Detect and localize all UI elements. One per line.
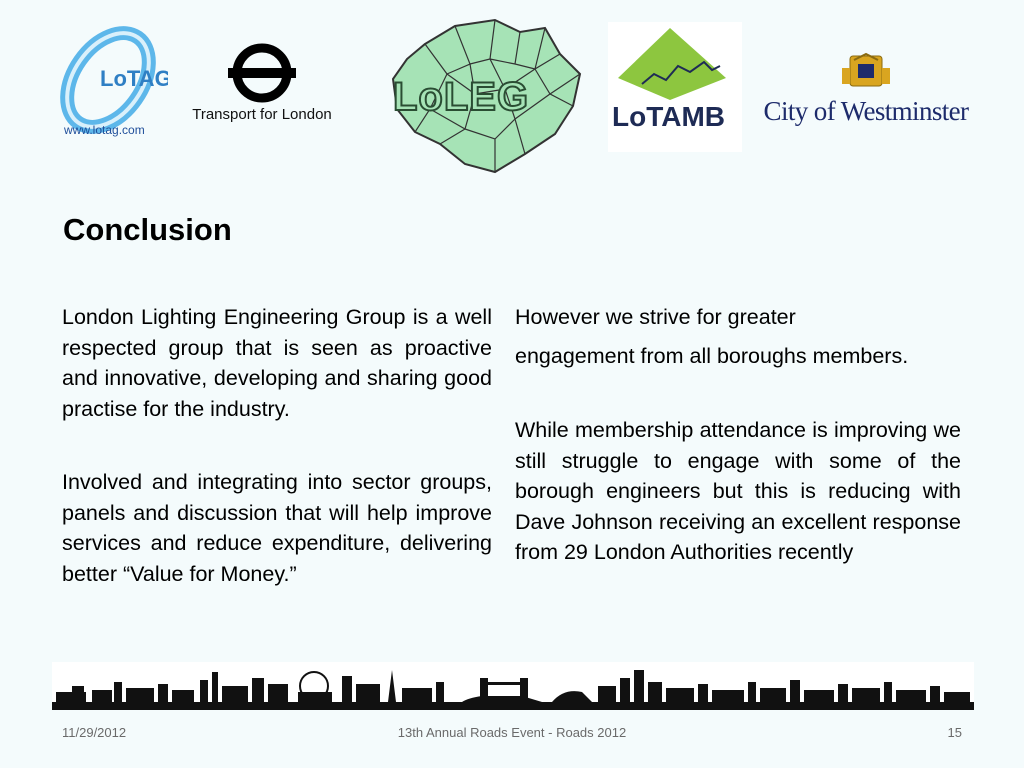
left-column <box>62 302 492 589</box>
svg-text:www.lotag.com: www.lotag.com <box>64 123 145 137</box>
svg-text:LoTAMB: LoTAMB <box>612 101 725 132</box>
lotag-logo <box>58 24 168 140</box>
right-column <box>515 302 961 568</box>
westminster-logo-text: City of Westminster <box>763 96 969 126</box>
westminster-crest-icon <box>756 50 976 94</box>
right-paragraph-2: engagement from all boroughs members. <box>515 343 909 368</box>
footer-date: 11/29/2012 <box>62 725 127 740</box>
loleg-logo <box>385 14 590 176</box>
svg-text:LoTAG: LoTAG <box>100 66 168 91</box>
left-paragraph-2: Involved and integrating into sector groups, panels and discussion that will help improve services and reduce expenditure, delivering better “Value for Money.” <box>62 470 492 586</box>
westminster-logo <box>756 50 976 140</box>
lotamb-logo <box>608 22 742 152</box>
tfl-logo-text: Transport for London <box>192 106 332 123</box>
footer-event-name: 13th Annual Roads Event - Roads 2012 <box>397 725 627 740</box>
right-paragraph-3: While membership attendance is improving we still struggle to engage with some of the borough engineers but this is reducing with Dave Johnson receiving an excellent response from 29 London Authorities recently <box>515 418 961 564</box>
slide-title: Conclusion <box>63 212 232 247</box>
svg-text:LoLEG: LoLEG <box>393 75 530 119</box>
tfl-logo <box>170 40 350 140</box>
right-paragraph-1: However we strive for greater <box>515 305 796 329</box>
london-skyline-image <box>52 662 974 710</box>
tfl-roundel-icon <box>170 40 350 106</box>
left-paragraph-1: London Lighting Engineering Group is a well respected group that is seen as proactive and innovative, developing and sharing good practise for the industry. <box>62 305 492 421</box>
footer-page-number: 15 <box>947 725 962 740</box>
